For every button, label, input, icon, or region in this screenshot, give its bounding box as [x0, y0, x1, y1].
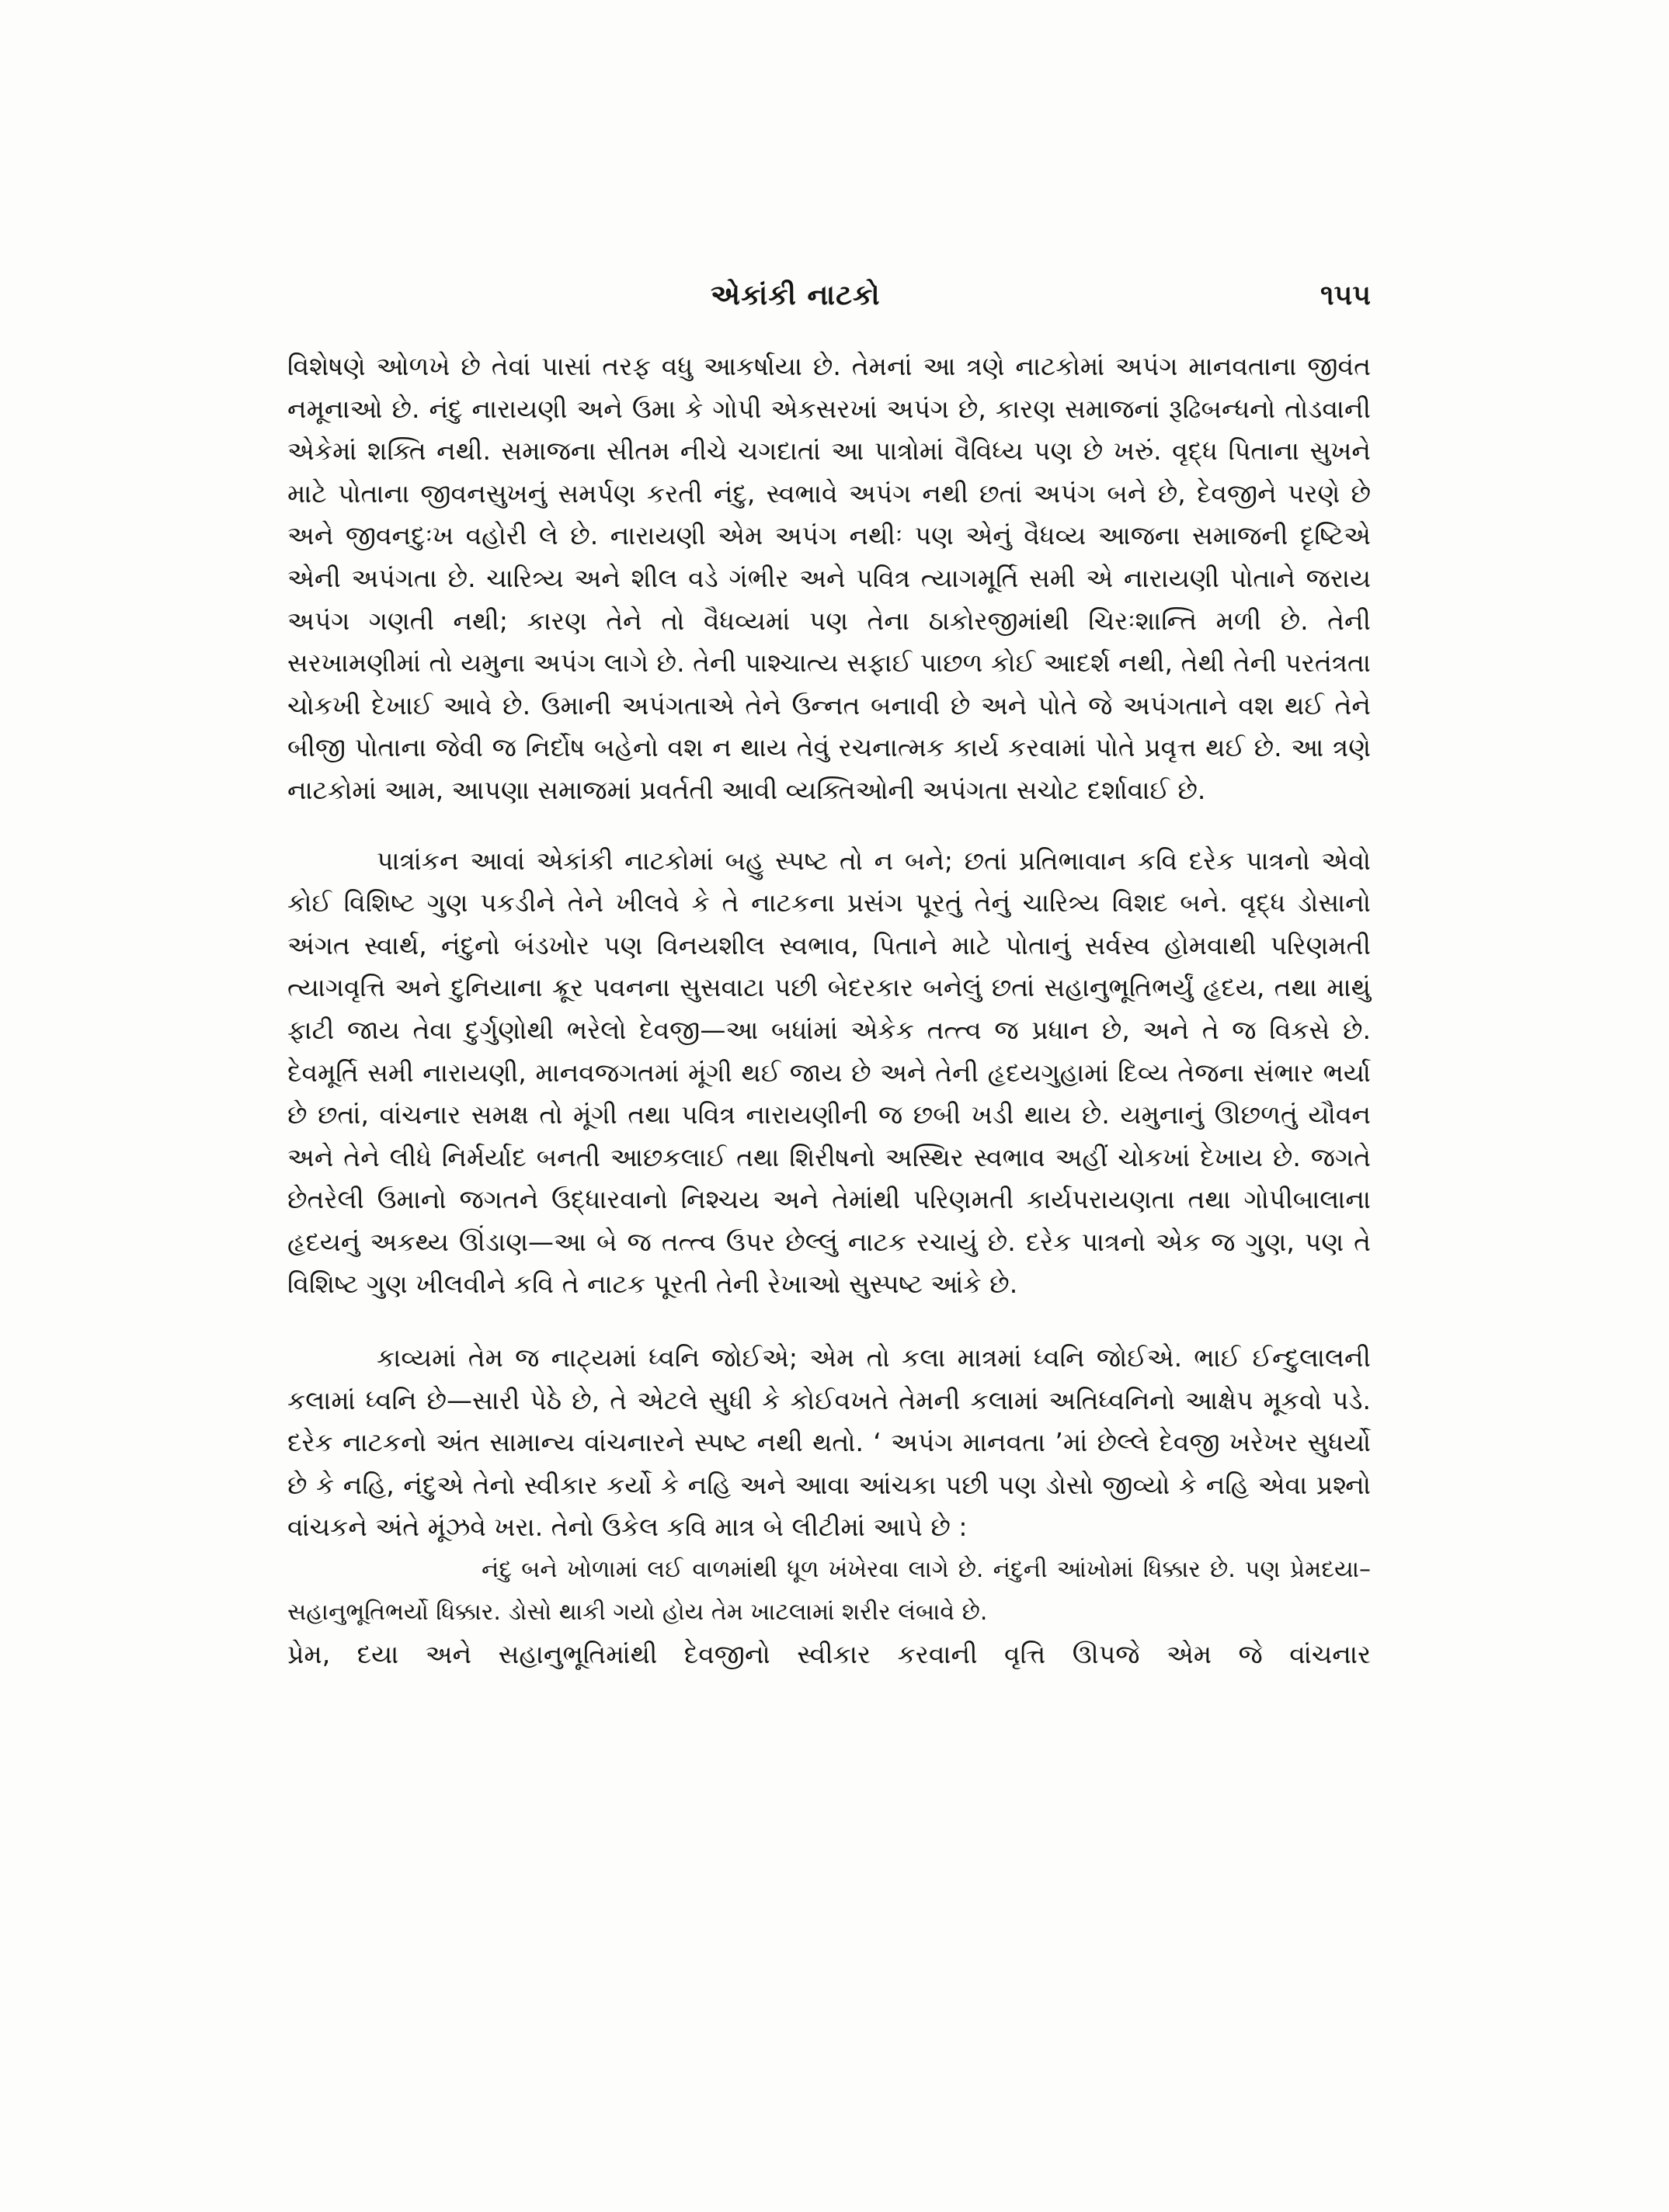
paragraph-2: પાત્રાંકન આવાં એકાંકી નાટકોમાં બહુ સ્પષ્ટ તો ન બને; છતાં પ્રતિભાવાન કવિ દરેક પાત્રનો એવો કોઈ વિશિષ્ટ ગુણ પકડીને તેને ખીલવે કે તે નાટકના પ્રસંગ પૂરતું તેનું ચારિત્ર્ય વિશદ બને. વૃદ્ધ ડોસાનો અંગત સ્વાર્થ, નંદુનો બંડખોર પણ વિનયશીલ સ્વભાવ, પિતાને માટે પોતાનું સર્વસ્વ હોમવાથી પરિણમતી ત્યાગવૃત્તિ અને દુનિયાના ક્રૂર પવનના સુસવાટા પછી બેદરકાર બનેલું છતાં સહાનુભૂતિભર્યું હૃદય, તથા માથું ફાટી જાય તેવા દુર્ગુણોથી ભરેલો દેવજી—આ બધાંમાં એકેક તત્ત્વ જ પ્રધાન છે, અને તે જ વિકસે છે. દેવમૂર્તિ સમી નારાયણી, માનવજગતમાં મૂંગી થઈ જાય છે અને તેની હૃદયગુહામાં દિવ્ય તેજના સંભાર ભર્યા છે છતાં, વાંચનાર સમક્ષ તો મૂંગી તથા પવિત્ર નારાયણીની જ છબી ખડી થાય છે. યમુનાનું ઊછળતું યૌવન અને તેને લીધે નિર્મર્યાદ બનતી આછકલાઈ તથા શિરીષનો અસ્થિર સ્વભાવ અહીં ચોકખાં દેખાય છે. જગતે છેતરેલી ઉમાનો જગતને ઉદ્ધારવાનો નિશ્ચય અને તેમાંથી પરિણમતી કાર્યપરાયણતા તથા ગોપીબાલાના હૃદયનું અકથ્ય ઊંડાણ—આ બે જ તત્ત્વ ઉપર છેલ્લું નાટક રચાયું છે. દરેક પાત્રનો એક જ ગુણ, પણ તે વિશિષ્ટ ગુણ ખીલવીને કવિ તે નાટક પૂરતી તેની રેખાઓ સુસ્પષ્ટ આંકે છે. — [287, 845, 1371, 1300]
paragraph-3: કાવ્યમાં તેમ જ નાટ્યમાં ધ્વનિ જોઈએ; એમ તો કલા માત્રમાં ધ્વનિ જોઈએ. ભાઈ ઈન્દુલાલની કલામાં ધ્વનિ છે—સારી પેઠે છે, તે એટલે સુધી કે કોઈવખતે તેમની કલામાં અતિધ્વનિનો આક્ષેપ મૂકવો પડે. દરેક નાટકનો અંત સામાન્ય વાંચનારને સ્પષ્ટ નથી થતો. ‘ અપંગ માનવતા ’માં છેલ્લે દેવજી ખરેખર સુધર્યો છે કે નહિ, નંદુએ તેનો સ્વીકાર કર્યો કે નહિ અને આવા આંચકા પછી પણ ડોસો જીવ્યો કે નહિ એવા પ્રશ્નો વાંચકને અંતે મૂંઝવે ખરા. તેનો ઉકેલ કવિ માત્ર બે લીટીમાં આપે છે : — [287, 1342, 1371, 1543]
page-number: ૧૫૫ — [1320, 280, 1371, 311]
body-text — [287, 346, 1371, 1676]
continuation-line: પ્રેમ, દયા અને સહાનુભૂતિમાંથી દેવજીનો સ્વીકાર કરવાની વૃત્તિ ઊપજે એમ જે વાંચનાર — [287, 1639, 1371, 1670]
block-quote: નંદુ બને ખોળામાં લઈ વાળમાંથી ધૂળ ખંખેરવા લાગે છે. નંદુની આંખોમાં ધિક્કાર છે. પણ પ્રેમદયા–સહાનુભૂતિભર્યો ધિક્કાર. ડોસો થાકી ગયો હોય તેમ ખાટલામાં શરીર લંબાવે છે. — [287, 1556, 1371, 1626]
paragraph-1: વિશેષણે ઓળખે છે તેવાં પાસાં તરફ વધુ આકર્ષાયા છે. તેમનાં આ ત્રણે નાટકોમાં અપંગ માનવતાના જીવંત નમૂનાઓ છે. નંદુ નારાયણી અને ઉમા કે ગોપી એકસરખાં અપંગ છે, કારણ સમાજનાં રૂઢિબન્ધનો તોડવાની એકેમાં શક્તિ નથી. સમાજના સીતમ નીચે ચગદાતાં આ પાત્રોમાં વૈવિધ્ય પણ છે ખરું. વૃદ્ધ પિતાના સુખને માટે પોતાના જીવનસુખનું સમર્પણ કરતી નંદુ, સ્વભાવે અપંગ નથી છતાં અપંગ બને છે, દેવજીને પરણે છે અને જીવનદુઃખ વહોરી લે છે. નારાયણી એમ અપંગ નથીઃ પણ એનું વૈધવ્ય આજના સમાજની દૃષ્ટિએ એની અપંગતા છે. ચારિત્ર્ય અને શીલ વડે ગંભીર અને પવિત્ર ત્યાગમૂર્તિ સમી એ નારાયણી પોતાને જરાય અપંગ ગણતી નથી; કારણ તેને તો વૈધવ્યમાં પણ તેના ઠાકોરજીમાંથી ચિરઃશાન્તિ મળી છે. તેની સરખામણીમાં તો યમુના અપંગ લાગે છે. તેની પાશ્ચાત્ય સફાઈ પાછળ કોઈ આદર્શ નથી, તેથી તેની પરતંત્રતા ચોકખી દેખાઈ આવે છે. ઉમાની અપંગતાએ તેને ઉન્નત બનાવી છે અને પોતે જે અપંગતાને વશ થઈ તેને બીજી પોતાના જેવી જ નિર્દોષ બહેનો વશ ન થાય તેવું રચનાત્મક કાર્ય કરવામાં પોતે પ્રવૃત્ત થઈ છે. આ ત્રણે નાટકોમાં આમ, આપણા સમાજમાં પ્રવર્તતી આવી વ્યક્તિઓની અપંગતા સચોટ દર્શાવાઈ છે. — [287, 351, 1371, 805]
running-head: એકાંકી નાટકો — [711, 280, 881, 311]
page-header — [287, 280, 1371, 326]
